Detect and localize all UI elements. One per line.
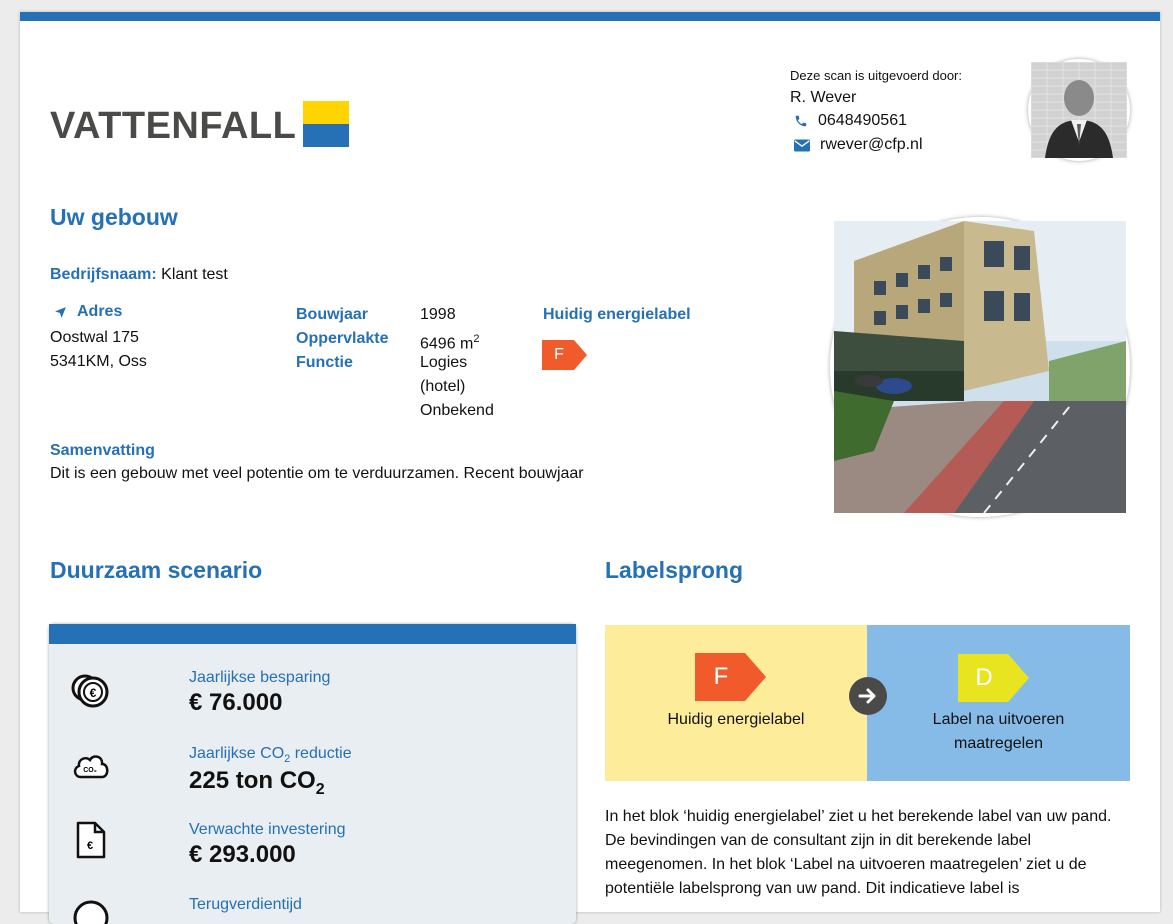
area-number: 6496 m xyxy=(420,335,474,353)
stat-savings-value: € 76.000 xyxy=(189,689,283,716)
building-photo xyxy=(830,217,1130,517)
company-row xyxy=(50,263,228,287)
company-value: Klant test xyxy=(161,266,228,283)
stat-co2-value-sub: 2 xyxy=(315,780,325,798)
stat-investment xyxy=(189,821,346,869)
stat-payback xyxy=(189,896,302,914)
jump-future-badge xyxy=(958,654,1030,707)
vattenfall-logo-text: VATTENFALL xyxy=(50,105,297,147)
stat-savings-label: Jaarlijkse besparing xyxy=(189,669,331,686)
function-line-1: Logies xyxy=(420,354,468,371)
svg-text:CO₂: CO₂ xyxy=(83,767,97,774)
jump-current-badge xyxy=(695,653,767,706)
consultant-name: R. Wever xyxy=(790,89,857,106)
stat-payback-label: Terugverdientijd xyxy=(189,896,302,913)
stat-investment-label: Verwachte investering xyxy=(189,821,346,838)
svg-text:€: € xyxy=(86,840,94,852)
jump-future-caption-1: Label na uitvoeren xyxy=(932,711,1065,728)
future-label-block xyxy=(867,625,1130,781)
report-page xyxy=(20,12,1160,912)
stat-co2-value-main: 225 ton CO xyxy=(189,767,316,795)
current-label-letter: F xyxy=(554,346,564,363)
area-label: Oppervlakte xyxy=(296,330,389,347)
phone-number[interactable]: 0648490561 xyxy=(818,112,907,129)
jump-current-letter: F xyxy=(713,663,729,690)
address-line-1: Oostwal 175 xyxy=(50,329,139,346)
stat-co2-label xyxy=(189,745,352,765)
coins-euro-icon xyxy=(71,672,111,715)
current-label-heading: Huidig energielabel xyxy=(543,306,691,323)
invoice-euro-icon xyxy=(76,821,106,864)
stat-co2 xyxy=(189,745,352,799)
co2-cloud-icon xyxy=(71,751,111,786)
stat-co2-label-tail: reductie xyxy=(290,745,352,762)
phone-icon xyxy=(794,114,808,128)
jump-current-caption: Huidig energielabel xyxy=(667,711,805,728)
current-label-block xyxy=(605,625,867,781)
stat-savings xyxy=(189,669,330,717)
function-line-3: Onbekend xyxy=(420,402,494,419)
scan-intro: Deze scan is uitgevoerd door: xyxy=(790,68,962,83)
arrow-right-icon xyxy=(849,677,887,715)
stat-investment-value: € 293.000 xyxy=(189,841,296,868)
function-label: Functie xyxy=(296,354,353,371)
company-label: Bedrijfsnaam: xyxy=(50,266,157,283)
summary-text: Dit is een gebouw met veel potentie om te verduurzamen. Recent bouwjaar xyxy=(50,465,584,482)
labelsprong-heading: Labelsprong xyxy=(605,557,744,583)
stat-co2-value xyxy=(189,767,352,799)
consultant-avatar xyxy=(1028,59,1130,161)
scenario-card xyxy=(49,624,576,924)
location-arrow-icon xyxy=(54,306,67,319)
vattenfall-logo-icon xyxy=(303,101,349,147)
area-unit-sup: 2 xyxy=(473,333,480,345)
address-line-2: 5341KM, Oss xyxy=(50,353,147,370)
stat-co2-label-sub: 2 xyxy=(284,753,291,766)
mail-icon xyxy=(794,139,810,152)
labelsprong-explanation: In het blok ‘huidig energielabel’ ziet u het berekende label van uw pand. De bevindingen van de consultant zijn in dit berekende label meegenomen. In het blok ‘Label na uitvoeren maatregelen’ ziet u de potentiële labelsprong van uw pand. Dit indicatieve label is xyxy=(605,808,1112,897)
payback-icon xyxy=(71,898,111,923)
email-row xyxy=(794,136,923,154)
function-line-2: (hotel) xyxy=(420,378,466,395)
jump-future-letter: D xyxy=(975,664,993,691)
year-value: 1998 xyxy=(420,306,456,323)
phone-row xyxy=(794,112,907,130)
address-label: Adres xyxy=(77,303,123,320)
scenario-heading: Duurzaam scenario xyxy=(50,557,263,583)
current-label-badge xyxy=(542,340,588,375)
email-address[interactable]: rwever@cfp.nl xyxy=(820,136,923,153)
jump-future-caption-2: maatregelen xyxy=(954,735,1043,752)
year-label: Bouwjaar xyxy=(296,306,369,323)
stat-co2-label-main: Jaarlijkse CO xyxy=(189,745,285,762)
scenario-card-header xyxy=(49,624,576,644)
svg-text:€: € xyxy=(89,686,97,700)
address-heading xyxy=(54,303,122,321)
summary-label: Samenvatting xyxy=(50,442,155,459)
label-jump-panel xyxy=(605,625,1130,781)
building-heading: Uw gebouw xyxy=(50,204,178,230)
